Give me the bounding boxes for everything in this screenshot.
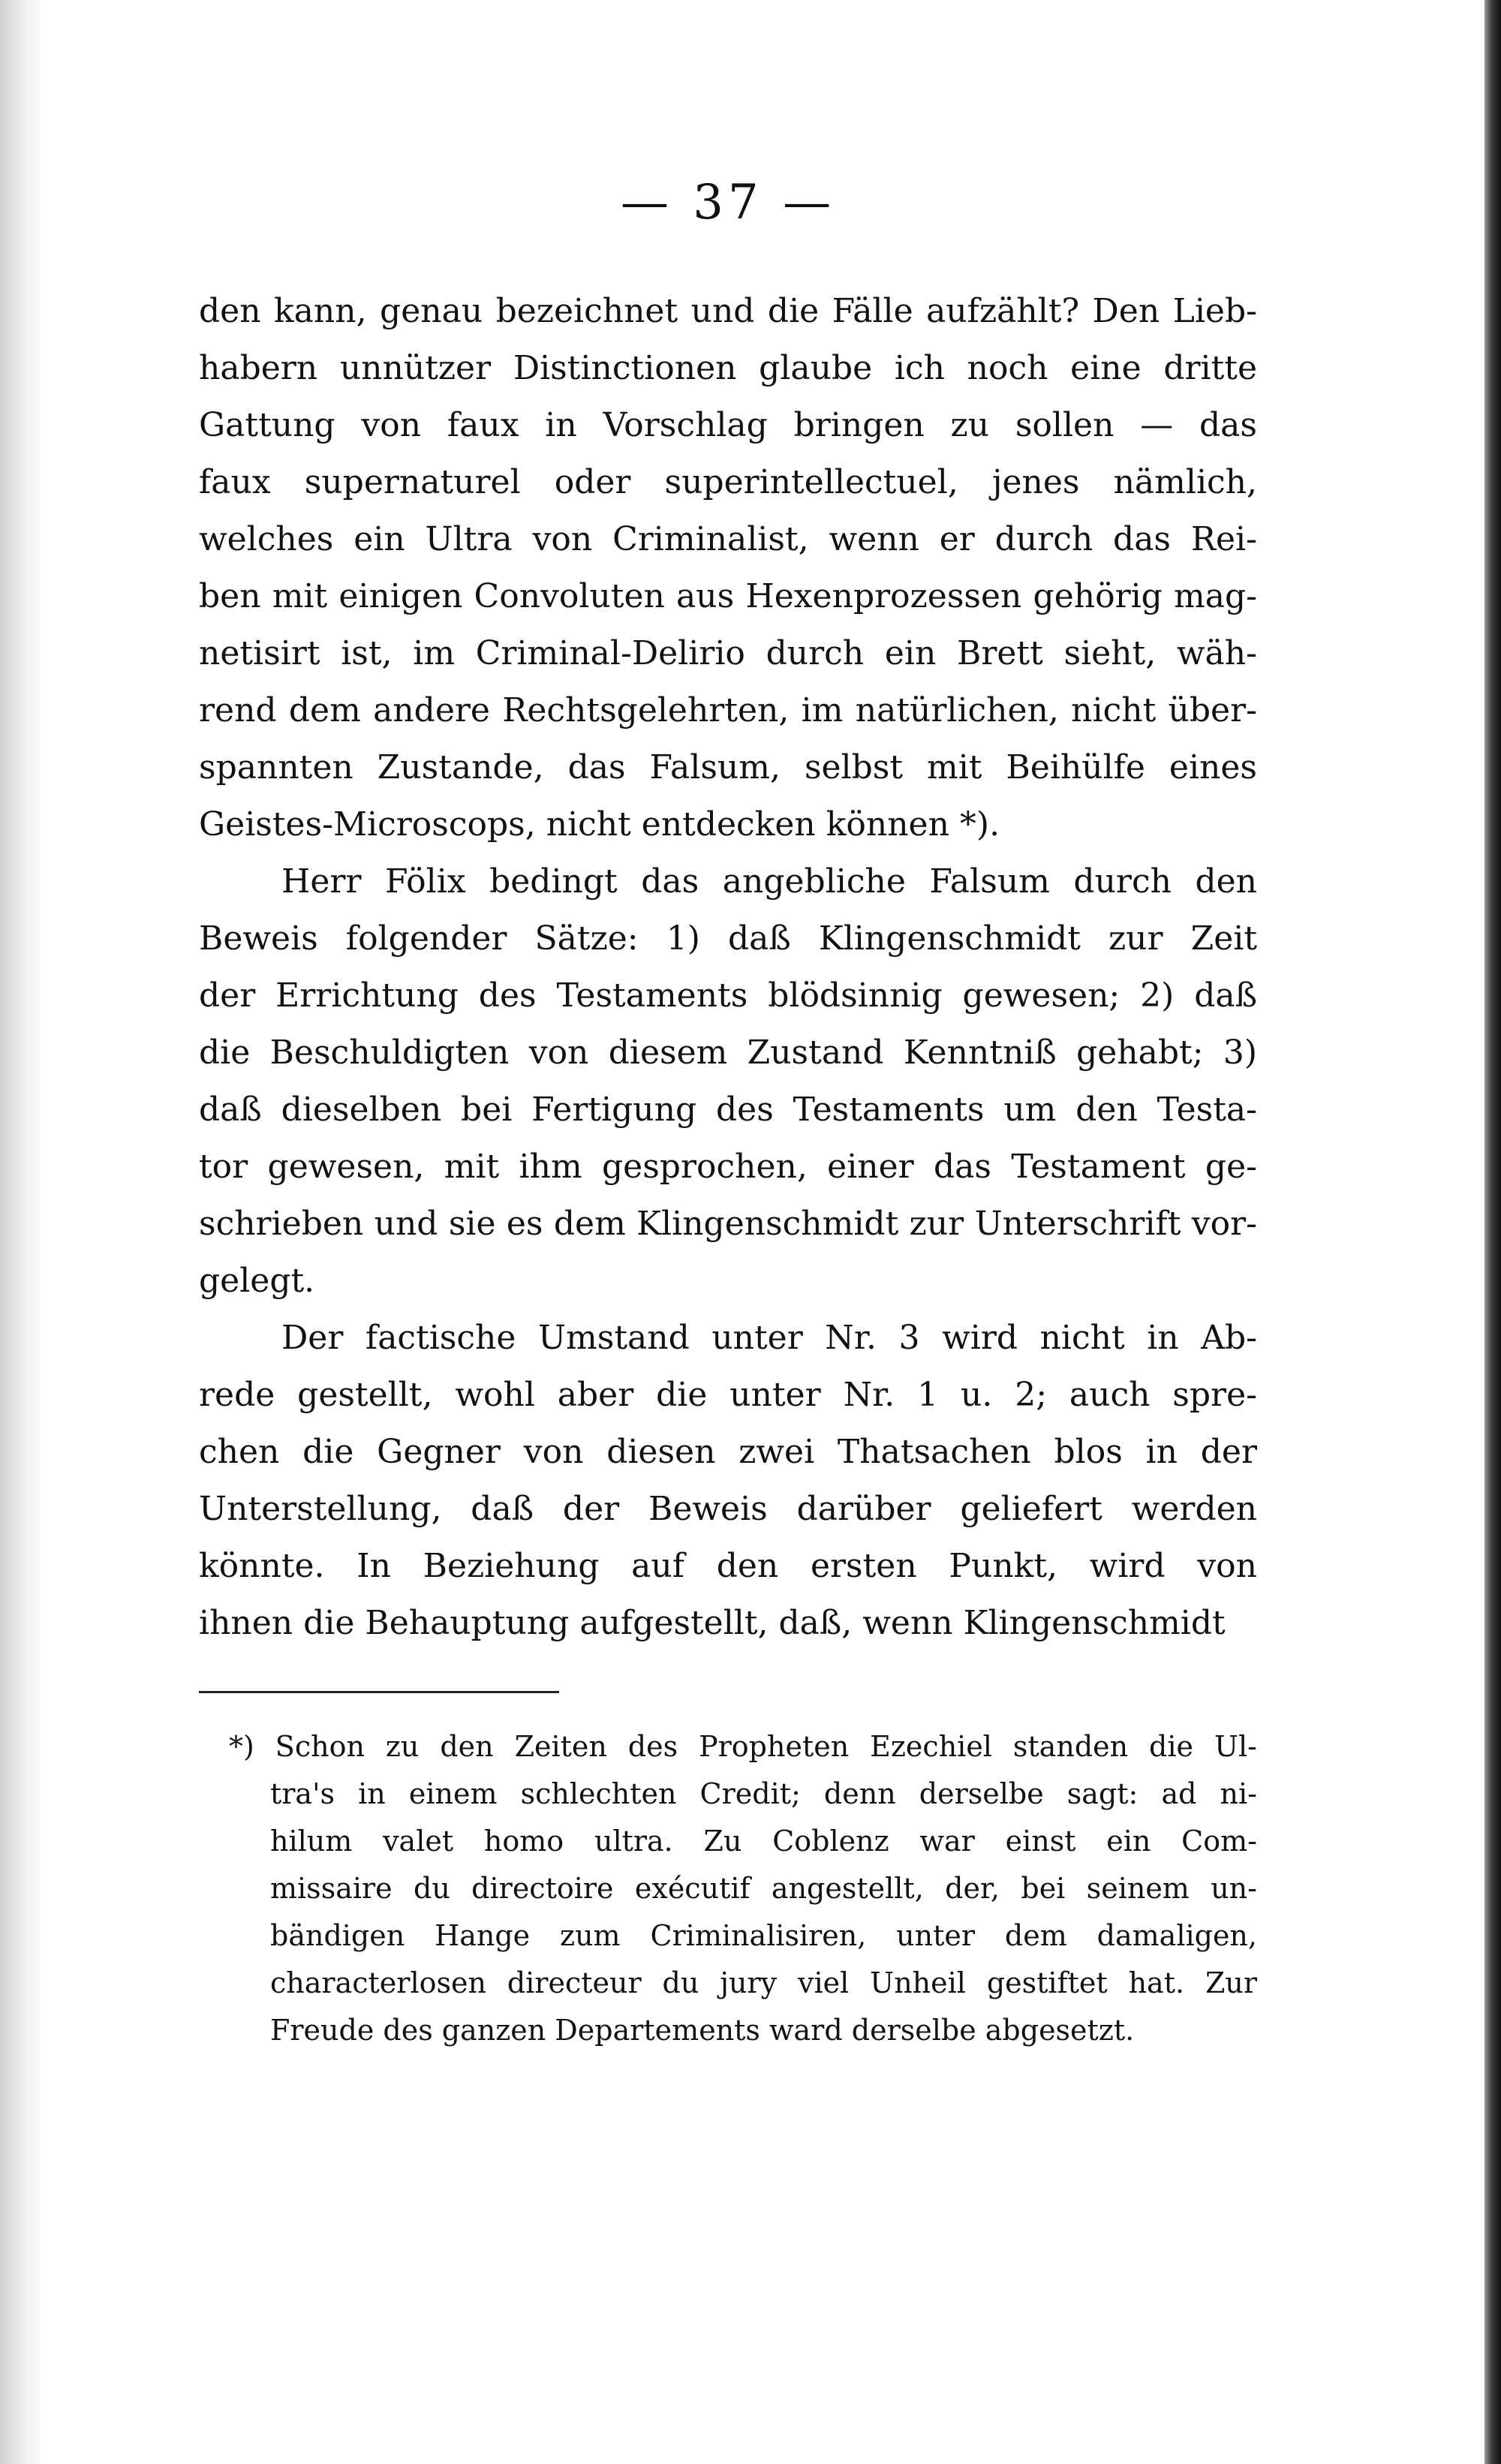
text-line: gelegt. <box>199 1262 315 1300</box>
text-line: faux supernaturel oder superintellectuel, jenes nämlich, <box>199 463 1257 501</box>
text-line: Beweis folgender Sätze: 1) daß Klingenschmidt zur Zeit <box>199 919 1257 958</box>
text-line: Geistes-Microscops, nicht entdecken können *). <box>199 805 1000 844</box>
footnote-line: characterlosen directeur du jury viel Unheil gestiftet hat. Zur <box>270 1966 1257 1999</box>
text-line: spannten Zustande, das Falsum, selbst mit Beihülfe eines <box>199 748 1257 787</box>
scan-edge-border <box>1484 0 1501 2464</box>
text-line: Unterstellung, daß der Beweis darüber geliefert werden <box>199 1490 1257 1528</box>
text-line: Herr Fölix bedingt das angebliche Falsum durch den <box>281 862 1257 901</box>
footnote-line: Freude des ganzen Departements ward derselbe abgesetzt. <box>270 2014 1135 2047</box>
page-content <box>199 169 1257 2054</box>
text-line: daß dieselben bei Fertigung des Testaments um den Testa- <box>199 1091 1257 1129</box>
text-line: rend dem andere Rechtsgelehrten, im natürlichen, nicht über- <box>199 691 1257 730</box>
text-line: chen die Gegner von diesen zwei Thatsachen blos in der <box>199 1433 1257 1471</box>
text-line: die Beschuldigten von diesem Zustand Kenntniß gehabt; 3) <box>199 1033 1257 1072</box>
footnote-line: missaire du directoire exécutif angestellt, der, bei seinem un- <box>270 1872 1257 1905</box>
text-line: rede gestellt, wohl aber die unter Nr. 1 u. 2; auch spre- <box>199 1376 1257 1414</box>
text-line: habern unnützer Distinctionen glaube ich noch eine dritte <box>199 349 1257 387</box>
text-line: ihnen die Behauptung aufgestellt, daß, wenn Klingenschmidt <box>199 1604 1226 1642</box>
footnote-line: tra's in einem schlechten Credit; denn derselbe sagt: ad ni- <box>270 1777 1257 1810</box>
footnote-line: *) Schon zu den Zeiten des Propheten Ezechiel standen die Ul- <box>229 1730 1257 1763</box>
text-line: Der factische Umstand unter Nr. 3 wird nicht in Ab- <box>281 1319 1257 1357</box>
page-gutter-shadow <box>0 0 45 2464</box>
footnote-line: hilum valet homo ultra. Zu Coblenz war einst ein Com- <box>270 1825 1257 1858</box>
footnote <box>199 1723 1257 2054</box>
text-line: der Errichtung des Testaments blödsinnig gewesen; 2) daß <box>199 976 1257 1015</box>
text-line: netisirt ist, im Criminal-Delirio durch ein Brett sieht, wäh- <box>199 634 1257 672</box>
text-line: ben mit einigen Convoluten aus Hexenprozessen gehörig mag- <box>199 577 1257 615</box>
text-line: Gattung von faux in Vorschlag bringen zu sollen — das <box>199 406 1257 444</box>
text-line: den kann, genau bezeichnet und die Fälle aufzählt? Den Lieb- <box>199 292 1257 330</box>
text-line: tor gewesen, mit ihm gesprochen, einer das Testament ge- <box>199 1148 1257 1186</box>
footnote-separator <box>199 1691 559 1693</box>
text-line: welches ein Ultra von Criminalist, wenn er durch das Rei- <box>199 520 1257 558</box>
text-line: schrieben und sie es dem Klingenschmidt zur Unterschrift vor- <box>199 1205 1257 1243</box>
text-line: könnte. In Beziehung auf den ersten Punkt, wird von <box>199 1547 1257 1585</box>
footnote-line: bändigen Hange zum Criminalisiren, unter dem damaligen, <box>270 1919 1257 1952</box>
page-number: — 37 — <box>620 175 836 230</box>
body-text <box>199 283 1257 1652</box>
